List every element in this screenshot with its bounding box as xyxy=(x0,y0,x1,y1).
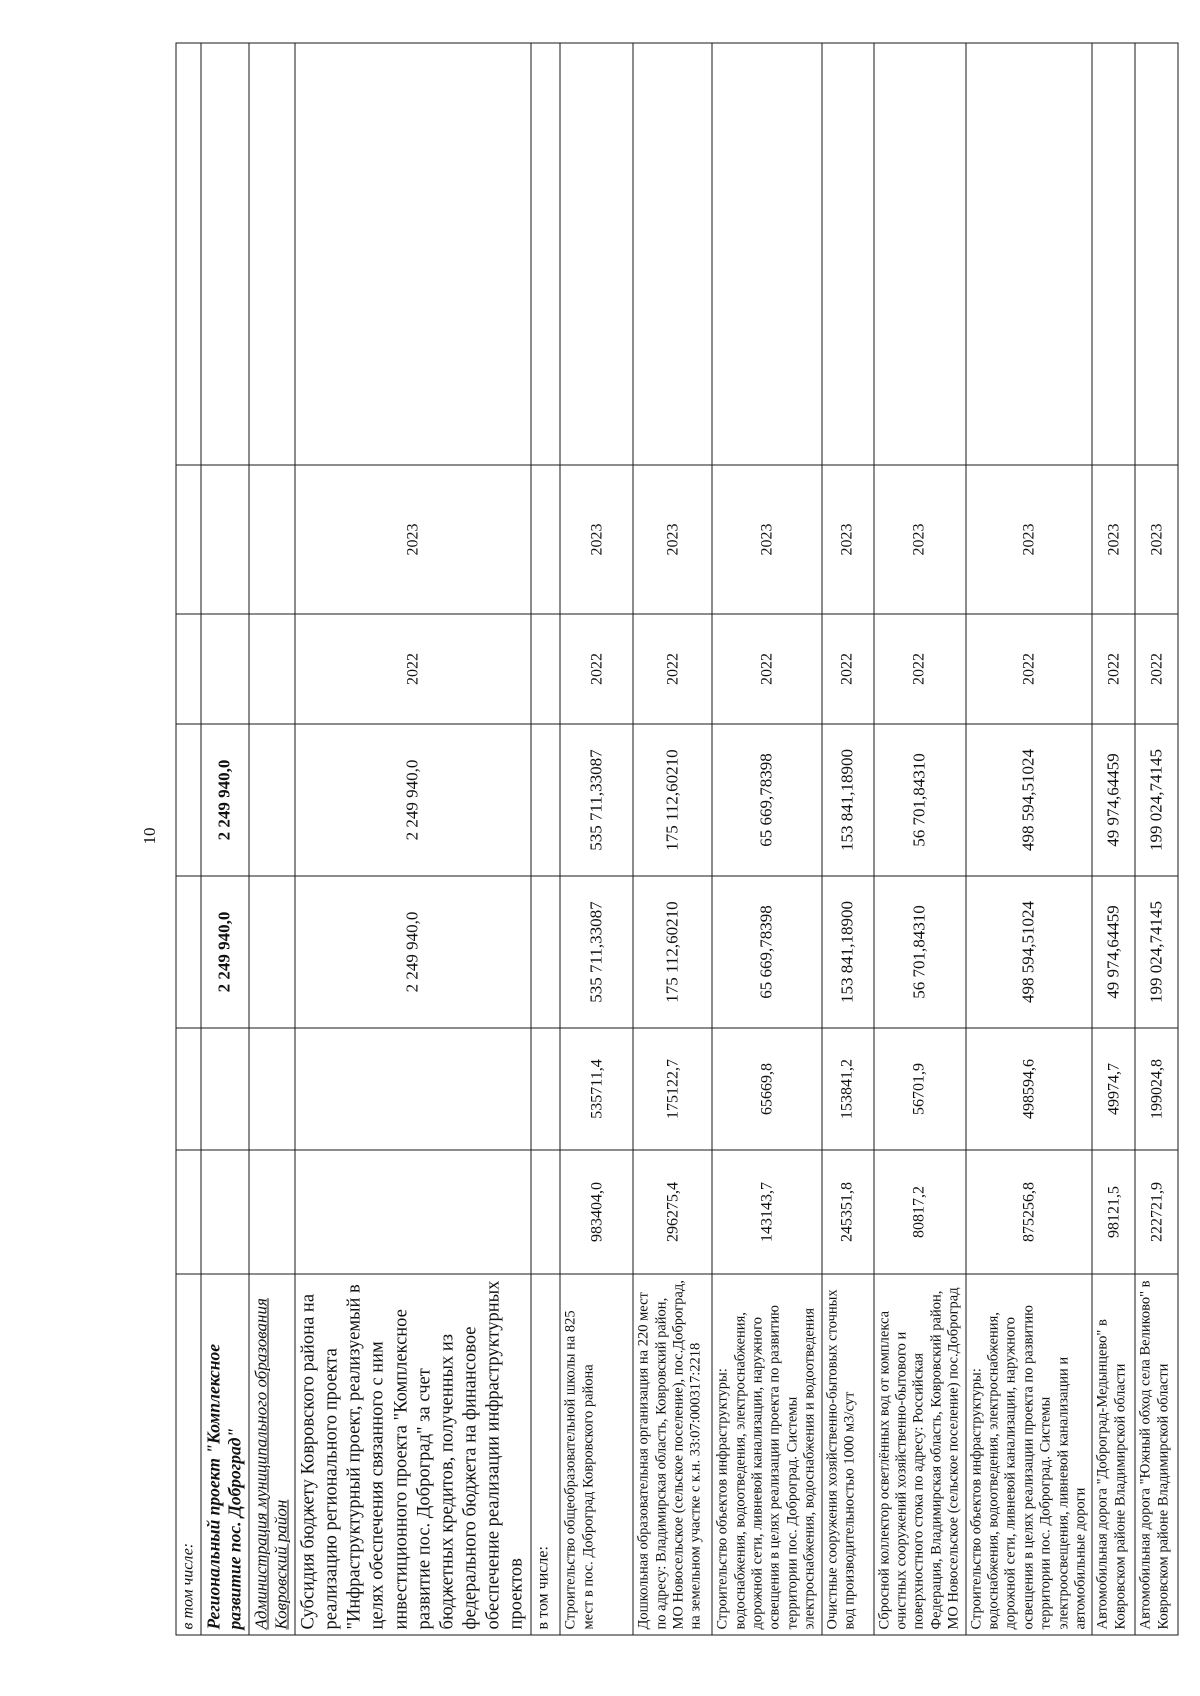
value-cell: 143143,7 xyxy=(712,1150,821,1274)
value-cell xyxy=(200,1150,248,1274)
empty-cell xyxy=(712,43,821,465)
value-cell: 65 669,78398 xyxy=(712,724,821,876)
value-cell: 2 249 940,0 xyxy=(295,724,531,876)
value-cell xyxy=(531,1028,560,1150)
value-cell: 49 974,64459 xyxy=(1092,724,1135,876)
value-cell xyxy=(531,724,560,876)
table-row xyxy=(1092,43,1135,1635)
value-cell xyxy=(248,1150,294,1274)
value-cell: 153 841,18900 xyxy=(821,876,873,1028)
value-cell: 2022 xyxy=(1092,614,1135,724)
value-cell xyxy=(200,465,248,614)
value-cell: 245351,8 xyxy=(821,1150,873,1274)
value-cell: 2023 xyxy=(873,465,965,614)
row-name: Сбросной коллектор осветлённых вод от комплекса очистных сооружений хозяйственно-бытового и поверхностного стока по адресу: Российская Федерация, Владимирская область, Ковровский район, МО Новосельское (сельское поселение) пос.Доброград xyxy=(875,1286,962,1629)
value-cell: 222721,9 xyxy=(1135,1150,1178,1274)
value-cell: 2022 xyxy=(560,614,633,724)
value-cell xyxy=(200,614,248,724)
value-cell: 296275,4 xyxy=(633,1150,712,1274)
budget-table-rotated xyxy=(175,43,1171,1635)
budget-table xyxy=(175,42,1178,1635)
value-cell: 153841,2 xyxy=(821,1028,873,1150)
value-cell xyxy=(176,1150,201,1274)
table-row xyxy=(633,43,712,1635)
row-name: Строительство объектов инфраструктуры: водоснабжения, водоотведения, электроснабжения, дорожной сети, ливневой канализации, наружного освещения в целях реализации проекта по развитию территории пос. Доброград. Системы электроснабжения, водоснабжения и водоотведения xyxy=(714,1304,818,1629)
empty-cell xyxy=(873,43,965,465)
value-cell: 2 249 940,0 xyxy=(295,876,531,1028)
empty-cell xyxy=(531,43,560,465)
value-cell xyxy=(248,876,294,1028)
value-cell: 175 112,60210 xyxy=(633,876,712,1028)
value-cell xyxy=(176,1028,201,1150)
value-cell: 65669,8 xyxy=(712,1028,821,1150)
empty-cell xyxy=(965,43,1092,465)
value-cell: 2023 xyxy=(560,465,633,614)
value-cell: 983404,0 xyxy=(560,1150,633,1274)
row-name-cell xyxy=(965,1274,1092,1635)
value-cell: 2022 xyxy=(1135,614,1178,724)
empty-cell xyxy=(248,43,294,465)
value-cell: 2022 xyxy=(712,614,821,724)
page-number: 10 xyxy=(140,827,159,845)
row-name-cell xyxy=(821,1274,873,1635)
value-cell: 199 024,74145 xyxy=(1135,876,1178,1028)
value-cell: 49 974,64459 xyxy=(1092,876,1135,1028)
empty-cell xyxy=(200,43,248,465)
value-cell: 199024,8 xyxy=(1135,1028,1178,1150)
table-row xyxy=(1135,43,1178,1635)
table-row xyxy=(531,43,560,1635)
value-cell: 80817,2 xyxy=(873,1150,965,1274)
row-name-cell xyxy=(1135,1274,1178,1635)
value-cell: 535 711,33087 xyxy=(560,876,633,1028)
row-name-cell xyxy=(560,1274,633,1635)
value-cell: 56 701,84310 xyxy=(873,876,965,1028)
value-cell xyxy=(295,1028,531,1150)
row-name-cell xyxy=(873,1274,965,1635)
value-cell xyxy=(531,876,560,1028)
value-cell: 56701,9 xyxy=(873,1028,965,1150)
row-name: Дошкольная образовательная организация на 220 мест по адресу: Владимирская область, Ковровский район, МО Новосельское (сельское поселение), пос.Доброград, на земельном участке с к.н. 33:07:000317:2218 xyxy=(635,1279,704,1629)
row-name-cell xyxy=(633,1274,712,1635)
row-name: Строительство объектов инфраструктуры: водоснабжения, водоотведения, электроснабжения, дорожной сети, ливневой канализации, наружного освещения в целях реализации проекта по развитию территории пос. Доброград. Системы электроосвещения, ливневой канализации и автомобильные дороги xyxy=(967,1304,1088,1629)
value-cell: 98121,5 xyxy=(1092,1150,1135,1274)
table-row xyxy=(873,43,965,1635)
row-name-cell xyxy=(712,1274,821,1635)
empty-cell xyxy=(1092,43,1135,465)
row-name: Автомобильная дорога "Доброград-Медынцево" в Ковровском районе Владимирской области xyxy=(1094,1318,1128,1629)
empty-cell xyxy=(633,43,712,465)
value-cell xyxy=(248,614,294,724)
value-cell: 535 711,33087 xyxy=(560,724,633,876)
value-cell xyxy=(531,1150,560,1274)
value-cell: 535711,4 xyxy=(560,1028,633,1150)
empty-cell xyxy=(295,43,531,465)
value-cell xyxy=(248,724,294,876)
value-cell: 2023 xyxy=(712,465,821,614)
table-row xyxy=(295,43,531,1635)
row-name-cell xyxy=(1092,1274,1135,1635)
value-cell: 2022 xyxy=(965,614,1092,724)
value-cell: 56 701,84310 xyxy=(873,724,965,876)
value-cell: 2023 xyxy=(821,465,873,614)
row-name-cell xyxy=(248,1274,294,1635)
empty-cell xyxy=(1135,43,1178,465)
empty-cell xyxy=(560,43,633,465)
value-cell xyxy=(531,465,560,614)
value-cell: 2 249 940,0 xyxy=(200,724,248,876)
value-cell: 2022 xyxy=(633,614,712,724)
value-cell: 2023 xyxy=(965,465,1092,614)
empty-cell xyxy=(821,43,873,465)
row-name: Очистные сооружения хозяйственно-бытовых сточных вод производительностью 1000 м3/сут xyxy=(823,1288,857,1629)
value-cell xyxy=(200,1028,248,1150)
empty-cell xyxy=(176,43,201,465)
table-row xyxy=(965,43,1092,1635)
table-row xyxy=(712,43,821,1635)
value-cell: 875256,8 xyxy=(965,1150,1092,1274)
table-row xyxy=(200,43,248,1635)
value-cell: 498 594,51024 xyxy=(965,724,1092,876)
value-cell xyxy=(176,614,201,724)
value-cell xyxy=(248,465,294,614)
table-row xyxy=(176,43,201,1635)
row-name: в том числе: xyxy=(534,1545,552,1629)
value-cell: 49974,7 xyxy=(1092,1028,1135,1150)
value-cell xyxy=(531,614,560,724)
row-name-cell xyxy=(531,1274,560,1635)
value-cell: 175 112,60210 xyxy=(633,724,712,876)
row-name-cell xyxy=(176,1274,201,1635)
row-name-cell xyxy=(200,1274,248,1635)
value-cell: 2022 xyxy=(295,614,531,724)
row-name: в том числе: xyxy=(179,1542,196,1629)
value-cell: 153 841,18900 xyxy=(821,724,873,876)
row-name: Субсидия бюджету Ковровского района на реализацию регионального проекта "Инфраструктурный проект, реализуемый в целях обеспечения связанного с ним инвестиционного проекта "Комплексное развитие пос. Доброград" за счет бюджетных кредитов, полученных из федерального бюджета на финансовое обеспечение реализации инфраструктурных проектов xyxy=(298,1280,527,1629)
value-cell: 498594,6 xyxy=(965,1028,1092,1150)
value-cell xyxy=(248,1028,294,1150)
row-name: Строительство общеобразовательной школы на 825 мест в пос. Доброград Ковровского района xyxy=(562,1309,596,1629)
value-cell xyxy=(176,876,201,1028)
value-cell: 498 594,51024 xyxy=(965,876,1092,1028)
row-name-cell xyxy=(295,1274,531,1635)
table-row xyxy=(248,43,294,1635)
value-cell: 2 249 940,0 xyxy=(200,876,248,1028)
value-cell: 199 024,74145 xyxy=(1135,724,1178,876)
table-row xyxy=(560,43,633,1635)
row-name: Автомобильная дорога "Южный обход села Великово" в Ковровском районе Владимирской области xyxy=(1137,1279,1171,1629)
value-cell xyxy=(176,465,201,614)
value-cell: 2023 xyxy=(1135,465,1178,614)
value-cell xyxy=(176,724,201,876)
value-cell: 2023 xyxy=(295,465,531,614)
value-cell: 65 669,78398 xyxy=(712,876,821,1028)
value-cell: 2022 xyxy=(873,614,965,724)
table-row xyxy=(821,43,873,1635)
value-cell: 2023 xyxy=(633,465,712,614)
value-cell xyxy=(295,1150,531,1274)
row-name: Региональный проект "Комплексное развитие пос. Доброград" xyxy=(202,1343,245,1629)
row-name: Администрация муниципального образования Ковровский район xyxy=(250,1297,291,1629)
value-cell: 175122,7 xyxy=(633,1028,712,1150)
value-cell: 2022 xyxy=(821,614,873,724)
value-cell: 2023 xyxy=(1092,465,1135,614)
